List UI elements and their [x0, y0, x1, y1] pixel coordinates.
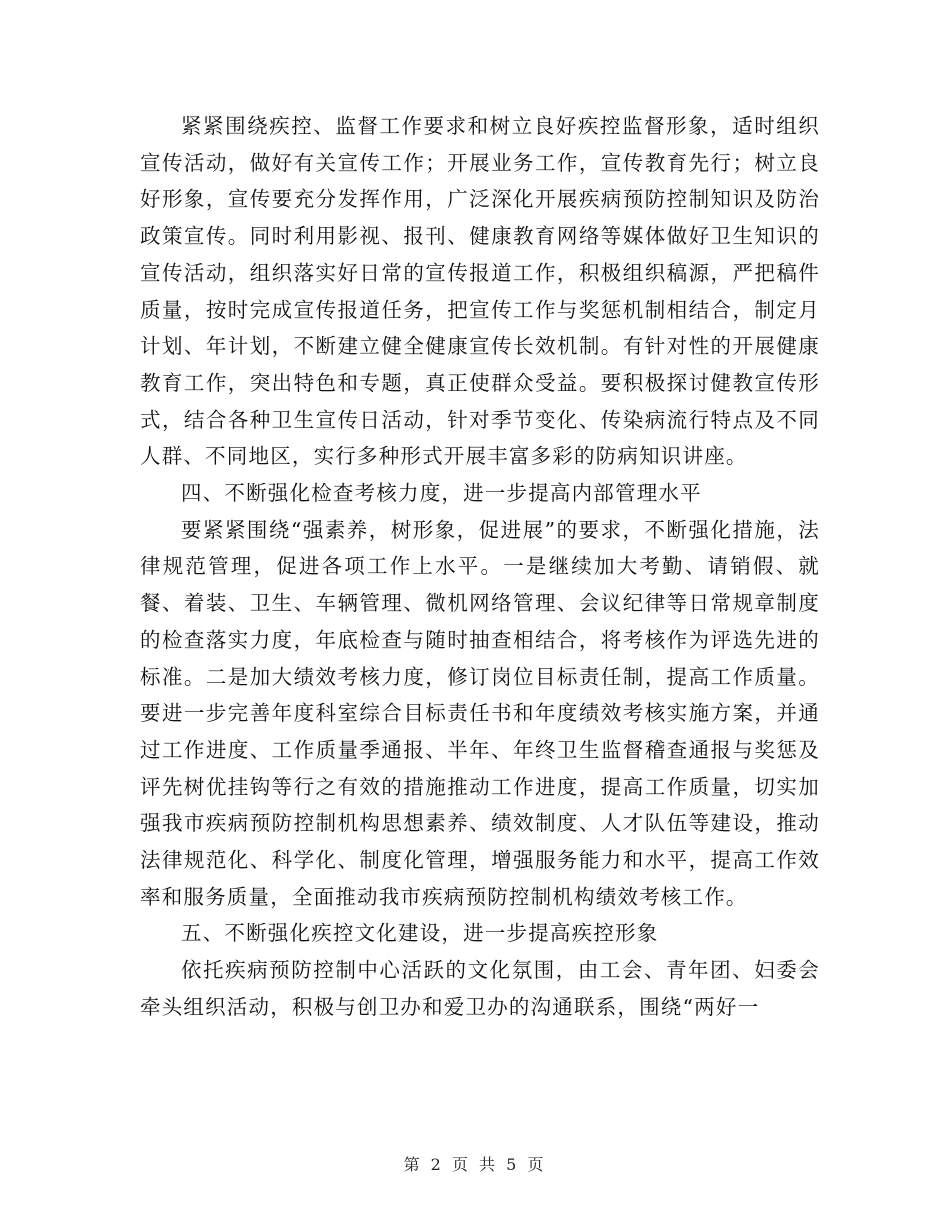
paragraph-management: 要紧紧围绕“强素养，树形象，促进展”的要求，不断强化措施，法律规范管理，促进各项工作上水平。一是继续加大考勤、请销假、就餐、着装、卫生、车辆管理、微机网络管理、会议纪律等日常规章制度的检查落实力度，年底检查与随时抽查相结合，将考核作为评选先进的标准。二是加大绩效考核力度，修订岗位目标责任制，提高工作质量。要进一步完善年度科室综合目标责任书和年度绩效考核实施方案，并通过工作进度、工作质量季通报、半年、年终卫生监督稽查通报与奖惩及评先树优挂钩等行之有效的措施推动工作进度，提高工作质量，切实加强我市疾病预防控制机构思想素养、绩效制度、人才队伍等建设，推动法律规范化、科学化、制度化管理，增强服务能力和水平，提高工作效率和服务质量，全面推动我市疾病预防控制机构绩效考核工作。 [140, 517, 820, 909]
section-heading-4: 四、不断强化检查考核力度，进一步提高内部管理水平 [181, 481, 702, 506]
paragraph-culture: 依托疾病预防控制中心活跃的文化氛围，由工会、青年团、妇委会牵头组织活动，积极与创卫办和爱卫办的沟通联系，围绕“两好一 [140, 958, 820, 1019]
page-number-footer: 第 2 页 共 5 页 [403, 1155, 547, 1174]
paragraph-publicity: 紧紧围绕疾控、监督工作要求和树立良好疾控监督形象，适时组织宣传活动，做好有关宣传工作；开展业务工作，宣传教育先行；树立良好形象，宣传要充分发挥作用，广泛深化开展疾病预防控制知识及防治政策宣传。同时利用影视、报刊、健康教育网络等媒体做好卫生知识的宣传活动，组织落实好日常的宣传报道工作，积极组织稿源，严把稿件质量，按时完成宣传报道任务，把宣传工作与奖惩机制相结合，制定月计划、年计划，不断建立健全健康宣传长效机制。有针对性的开展健康教育工作，突出特色和专题，真正使群众受益。要积极探讨健教宣传形式，结合各种卫生宣传日活动，针对季节变化、传染病流行特点及不同人群、不同地区，实行多种形式开展丰富多彩的防病知识讲座。 [140, 114, 820, 469]
section-heading-5: 五、不断强化疾控文化建设，进一步提高疾控形象 [181, 921, 659, 946]
document-body [140, 108, 820, 1026]
